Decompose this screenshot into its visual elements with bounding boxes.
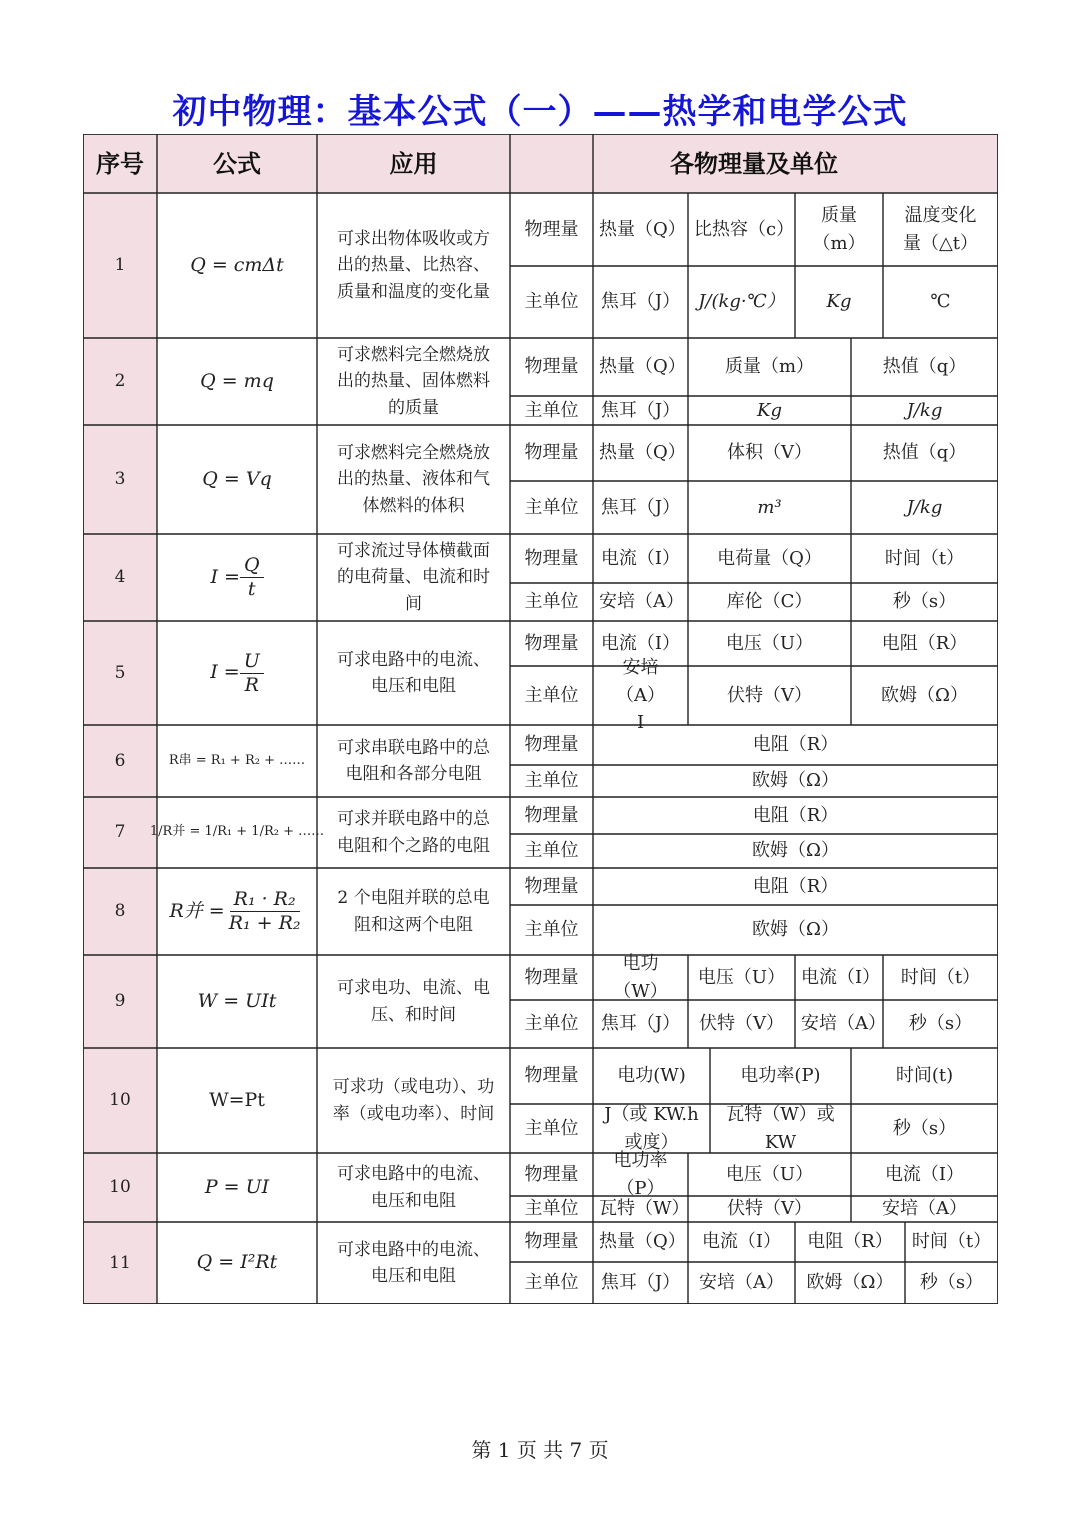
quantity-cell: 电阻（R） <box>807 1231 893 1253</box>
label-unit: 主单位 <box>524 840 579 862</box>
formula-cell <box>157 725 317 797</box>
fraction-numerator: Q <box>240 554 264 578</box>
application-text: 可求电功、电流、电 压、和时间 <box>337 978 490 1025</box>
label-quantity: 物理量 <box>524 804 579 826</box>
application-text: 可求电路中的电流、 电压和电阻 <box>337 1239 490 1286</box>
unit-cell: 秒（s） <box>908 1013 973 1035</box>
unit-cell: 焦耳（J） <box>600 399 681 421</box>
fraction-numerator: R₁ · R₂ <box>230 888 300 912</box>
unit-cell: J/kg <box>906 399 943 421</box>
unit-cell: 欧姆（Ω） <box>752 919 839 941</box>
row-number: 10 <box>109 1090 131 1111</box>
unit-cell: 安培（A） <box>699 1272 784 1294</box>
quantity-cell: 质量（m） <box>724 356 815 378</box>
quantity-cell: 质量 （m） <box>812 204 866 254</box>
label-quantity: 物理量 <box>524 734 579 756</box>
application-text: 可求燃料完全燃烧放 出的热量、固体燃料 的质量 <box>337 344 490 418</box>
unit-cell: 焦耳（J） <box>600 1272 681 1294</box>
label-quantity: 物理量 <box>524 1065 579 1087</box>
formula-text: R串 = R₁ + R₂ + …… <box>168 752 306 768</box>
quantity-cell: 电功率(P) <box>740 1065 821 1087</box>
label-unit: 主单位 <box>524 1117 579 1139</box>
quantity-cell: 温度变化 量（△t） <box>902 204 979 254</box>
quantity-cell: 时间（t） <box>900 966 981 988</box>
unit-cell: J（或 KW.h 或度） <box>604 1103 699 1153</box>
row-number: 6 <box>114 750 126 771</box>
unit-cell: 瓦特（W） <box>599 1198 690 1220</box>
formula-table <box>83 134 998 1304</box>
unit-cell: 焦耳（J） <box>600 1013 681 1035</box>
label-unit: 主单位 <box>524 496 579 518</box>
row-number: 11 <box>109 1252 131 1273</box>
quantity-cell: 电流（I） <box>600 547 681 569</box>
label-unit: 主单位 <box>524 591 579 613</box>
unit-cell: 瓦特（W）或 KW <box>726 1103 835 1153</box>
label-quantity: 物理量 <box>524 442 579 464</box>
quantity-cell: 比热容（c） <box>694 218 795 240</box>
quantity-cell: 体积（V） <box>727 442 812 464</box>
formula-cell <box>149 797 325 868</box>
label-unit: 主单位 <box>524 399 579 421</box>
formula-cell <box>157 1048 317 1153</box>
application-text: 可求电路中的电流、 电压和电阻 <box>337 649 490 696</box>
application-text: 可求串联电路中的总 电阻和各部分电阻 <box>337 737 490 784</box>
fraction-denominator: R₁ + R₂ <box>228 912 301 934</box>
quantity-cell: 电压（U） <box>725 632 814 654</box>
quantity-cell: 时间(t) <box>895 1065 954 1087</box>
row-number: 8 <box>114 901 126 922</box>
application-text: 可求出物体吸收或方 出的热量、比热容、 质量和温度的变化量 <box>337 228 490 302</box>
formula-fraction <box>225 888 305 935</box>
row-number: 5 <box>114 662 126 683</box>
quantity-cell: 热值（q） <box>882 442 967 464</box>
quantity-cell: 时间（t） <box>911 1231 992 1253</box>
unit-cell: 库伦（C） <box>726 591 813 613</box>
quantity-cell: 电功率（P） <box>613 1149 668 1199</box>
header-formula: 公式 <box>213 148 261 178</box>
formula-fraction <box>240 554 264 601</box>
formula-text: Q = mq <box>200 369 274 392</box>
quantity-cell: 时间（t） <box>884 547 965 569</box>
formula-cell <box>157 534 317 621</box>
header-seq: 序号 <box>96 148 144 178</box>
quantity-cell: 电阻（R） <box>752 734 839 756</box>
label-quantity: 物理量 <box>524 218 579 240</box>
unit-cell: J/kg <box>906 496 943 518</box>
unit-cell: ℃ <box>930 291 951 313</box>
quantity-cell: 电压（U） <box>725 1163 814 1185</box>
quantity-cell: 热量（Q） <box>599 218 686 240</box>
unit-cell: 欧姆（Ω） <box>752 840 839 862</box>
application-text: 可求功（或电功）、功 率（或电功率）、时间 <box>332 1077 495 1124</box>
formula-fraction <box>240 650 264 697</box>
label-unit: 主单位 <box>524 1272 579 1294</box>
quantity-cell: 电流（I） <box>801 966 881 988</box>
unit-cell: 伏特（V） <box>727 1198 812 1220</box>
unit-cell: 安培（A） I <box>616 656 665 734</box>
quantity-cell: 热量（Q） <box>599 1231 686 1253</box>
label-quantity: 物理量 <box>524 356 579 378</box>
row-number: 4 <box>114 567 126 588</box>
row-number: 3 <box>114 469 126 490</box>
quantity-cell: 电流（I） <box>884 1163 965 1185</box>
unit-cell: 欧姆（Ω） <box>806 1272 894 1294</box>
label-quantity: 物理量 <box>524 547 579 569</box>
label-unit: 主单位 <box>524 770 579 792</box>
formula-lhs: I = <box>210 661 240 684</box>
label-unit: 主单位 <box>524 1198 579 1220</box>
quantity-cell: 电流（I） <box>600 632 681 654</box>
application-text: 可求燃料完全燃烧放 出的热量、液体和气 体燃料的体积 <box>337 442 490 516</box>
formula-cell <box>157 868 317 955</box>
label-quantity: 物理量 <box>524 966 579 988</box>
label-unit: 主单位 <box>524 684 579 706</box>
formula-text: Q = I²Rt <box>196 1251 278 1274</box>
formula-text: Q = Vq <box>202 467 272 490</box>
page-title: 初中物理：基本公式（一）——热学和电学公式 <box>172 92 908 132</box>
formula-cell <box>157 193 317 338</box>
label-quantity: 物理量 <box>524 1163 579 1185</box>
unit-cell: 安培（A） <box>599 591 684 613</box>
fraction-denominator: t <box>247 578 256 600</box>
row-number: 1 <box>114 255 126 276</box>
unit-cell: J/(kg·℃） <box>698 291 785 313</box>
label-quantity: 物理量 <box>524 632 579 654</box>
formula-cell <box>157 338 317 425</box>
formula-text: W=Pt <box>209 1088 265 1111</box>
quantity-cell: 电压（U） <box>697 966 786 988</box>
application-text: 可求流过导体横截面 的电荷量、电流和时 间 <box>337 540 490 614</box>
label-unit: 主单位 <box>524 291 579 313</box>
unit-cell: 伏特（V） <box>727 684 812 706</box>
label-quantity: 物理量 <box>524 875 579 897</box>
unit-cell: 秒（s） <box>919 1272 984 1294</box>
quantity-cell: 电阻（R） <box>752 804 839 826</box>
quantity-cell: 电阻（R） <box>752 875 839 897</box>
fraction-denominator: R <box>244 673 259 696</box>
formula-cell <box>157 425 317 534</box>
quantity-cell: 电功 （W） <box>613 952 668 1002</box>
formula-cell <box>157 955 317 1048</box>
quantity-cell: 电阻（R） <box>881 632 968 654</box>
application-text: 可求并联电路中的总 电阻和个之路的电阻 <box>337 809 490 856</box>
row-number: 10 <box>109 1177 131 1198</box>
quantity-cell: 热值（q） <box>882 356 967 378</box>
fraction-numerator: U <box>240 650 264 674</box>
quantity-cell: 电荷量（Q） <box>717 547 822 569</box>
unit-cell: 秒（s） <box>892 591 957 613</box>
formula-lhs: I = <box>210 565 240 588</box>
application-text: 可求电路中的电流、 电压和电阻 <box>337 1164 490 1211</box>
unit-cell: 安培（A） <box>801 1013 886 1035</box>
formula-text: W = UIt <box>197 989 277 1012</box>
header-quantities: 各物理量及单位 <box>670 148 838 178</box>
unit-cell: Kg <box>826 291 852 313</box>
unit-cell: 伏特（V） <box>699 1013 784 1035</box>
unit-cell: 焦耳（J） <box>600 496 681 518</box>
unit-cell: 秒（s） <box>892 1117 957 1139</box>
formula-cell <box>157 621 317 725</box>
formula-text: 1/R并 = 1/R₁ + 1/R₂ + …… <box>149 824 325 840</box>
page-footer: 第 1 页 共 7 页 <box>471 1438 609 1462</box>
unit-cell: 欧姆（Ω） <box>881 684 968 706</box>
label-unit: 主单位 <box>524 919 579 941</box>
formula-lhs: R并 = <box>169 899 225 922</box>
formula-cell <box>157 1153 317 1222</box>
unit-cell: 欧姆（Ω） <box>752 770 839 792</box>
quantity-cell: 热量（Q） <box>599 356 686 378</box>
header-application: 应用 <box>389 148 438 178</box>
unit-cell: 安培（A） <box>882 1198 967 1220</box>
quantity-cell: 电功(W) <box>617 1065 686 1087</box>
application-text: 2 个电阻并联的总电 阻和这两个电阻 <box>337 888 490 935</box>
formula-cell <box>157 1222 317 1304</box>
formula-text: P = UI <box>204 1175 270 1198</box>
quantity-cell: 电流（I） <box>701 1231 782 1253</box>
label-quantity: 物理量 <box>524 1231 579 1253</box>
unit-cell: m³ <box>757 496 782 518</box>
row-number: 7 <box>114 822 126 843</box>
row-number: 9 <box>114 991 126 1012</box>
unit-cell: Kg <box>757 399 782 421</box>
unit-cell: 焦耳（J） <box>600 291 681 313</box>
formula-text: Q = cmΔt <box>190 253 284 276</box>
quantity-cell: 热量（Q） <box>599 442 686 464</box>
row-number: 2 <box>114 371 126 392</box>
label-unit: 主单位 <box>524 1013 579 1035</box>
